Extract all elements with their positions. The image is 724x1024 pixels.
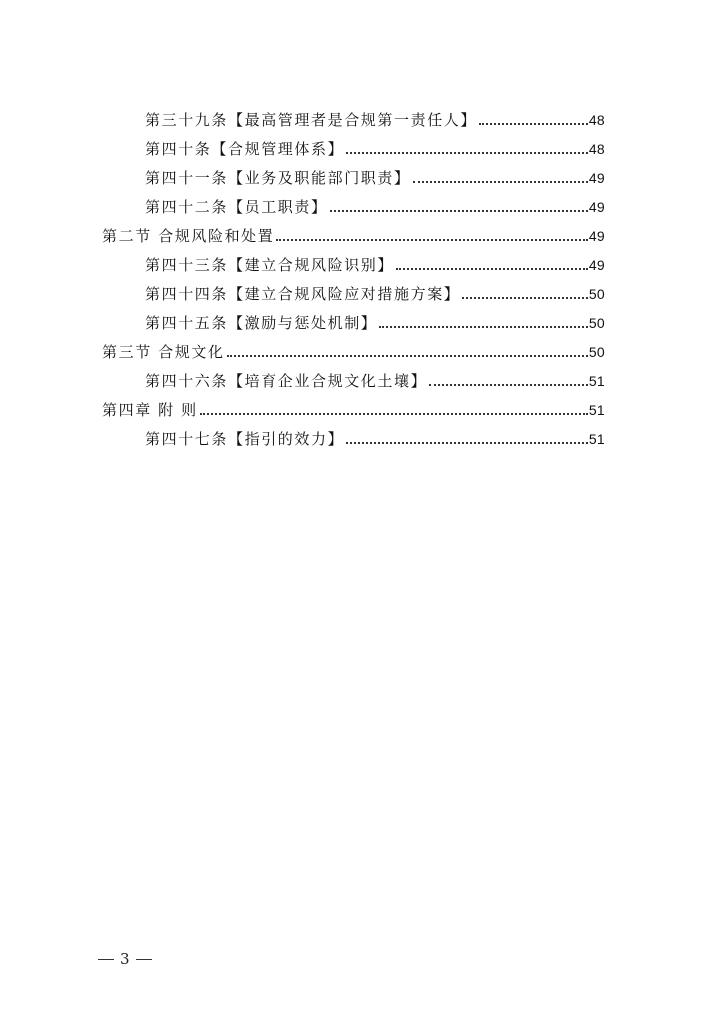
toc-entry-title: 第四十六条【培育企业合规文化土壤】 — [145, 372, 428, 390]
dot-leader — [413, 181, 588, 183]
toc-entry-page: 50 — [588, 344, 605, 360]
dot-leader — [346, 442, 588, 444]
dot-leader — [429, 384, 588, 386]
dot-leader — [396, 268, 588, 270]
dot-leader — [276, 239, 587, 241]
dot-leader — [462, 297, 587, 299]
footer-dash-left — [98, 959, 114, 960]
page-number: 3 — [120, 950, 130, 968]
toc-entry-article-40[interactable] — [145, 133, 605, 159]
toc-entry-article-47[interactable] — [145, 423, 605, 449]
page-footer — [98, 950, 152, 968]
toc-entry-title: 第四章 附 则 — [102, 401, 198, 419]
toc-entry-article-46[interactable] — [145, 365, 605, 391]
toc-entry-title: 第四十四条【建立合规风险应对措施方案】 — [145, 285, 461, 303]
toc-entry-article-42[interactable] — [145, 191, 605, 217]
toc-entry-title: 第四十二条【员工职责】 — [145, 198, 328, 216]
dot-leader — [227, 355, 588, 357]
toc-entry-article-45[interactable] — [145, 307, 605, 333]
dot-leader — [479, 123, 588, 125]
toc-entry-article-43[interactable] — [145, 249, 605, 275]
toc-entry-section-2[interactable] — [102, 220, 605, 246]
toc-entry-page: 51 — [588, 431, 605, 447]
toc-entry-page: 49 — [588, 257, 605, 273]
toc-entry-article-39[interactable] — [145, 104, 605, 130]
dot-leader — [346, 152, 588, 154]
toc-entry-article-41[interactable] — [145, 162, 605, 188]
toc-entry-page: 49 — [588, 228, 605, 244]
toc-entry-title: 第四十一条【业务及职能部门职责】 — [145, 169, 411, 187]
toc-entry-title: 第三十九条【最高管理者是合规第一责任人】 — [145, 111, 478, 129]
toc-entry-page: 49 — [588, 170, 605, 186]
dot-leader — [379, 326, 587, 328]
toc-entry-page: 50 — [588, 286, 605, 302]
dot-leader — [330, 210, 588, 212]
footer-dash-right — [136, 959, 152, 960]
dot-leader — [200, 413, 588, 415]
toc-entry-title: 第二节 合规风险和处置 — [102, 227, 275, 245]
toc-entry-title: 第四十七条【指引的效力】 — [145, 430, 345, 448]
toc-entry-page: 48 — [588, 112, 605, 128]
toc-entry-title: 第三节 合规文化 — [102, 343, 225, 361]
toc-entry-article-44[interactable] — [145, 278, 605, 304]
toc-entry-section-3[interactable] — [102, 336, 605, 362]
toc-entry-title: 第四十条【合规管理体系】 — [145, 140, 345, 158]
toc-entry-page: 51 — [588, 373, 605, 389]
toc-entry-page: 49 — [588, 199, 605, 215]
toc-entry-title: 第四十五条【激励与惩处机制】 — [145, 314, 378, 332]
toc-entry-page: 51 — [588, 402, 605, 418]
toc-entry-page: 48 — [588, 141, 605, 157]
toc-entry-chapter-4[interactable] — [102, 394, 605, 420]
toc-entry-page: 50 — [588, 315, 605, 331]
toc-entry-title: 第四十三条【建立合规风险识别】 — [145, 256, 395, 274]
